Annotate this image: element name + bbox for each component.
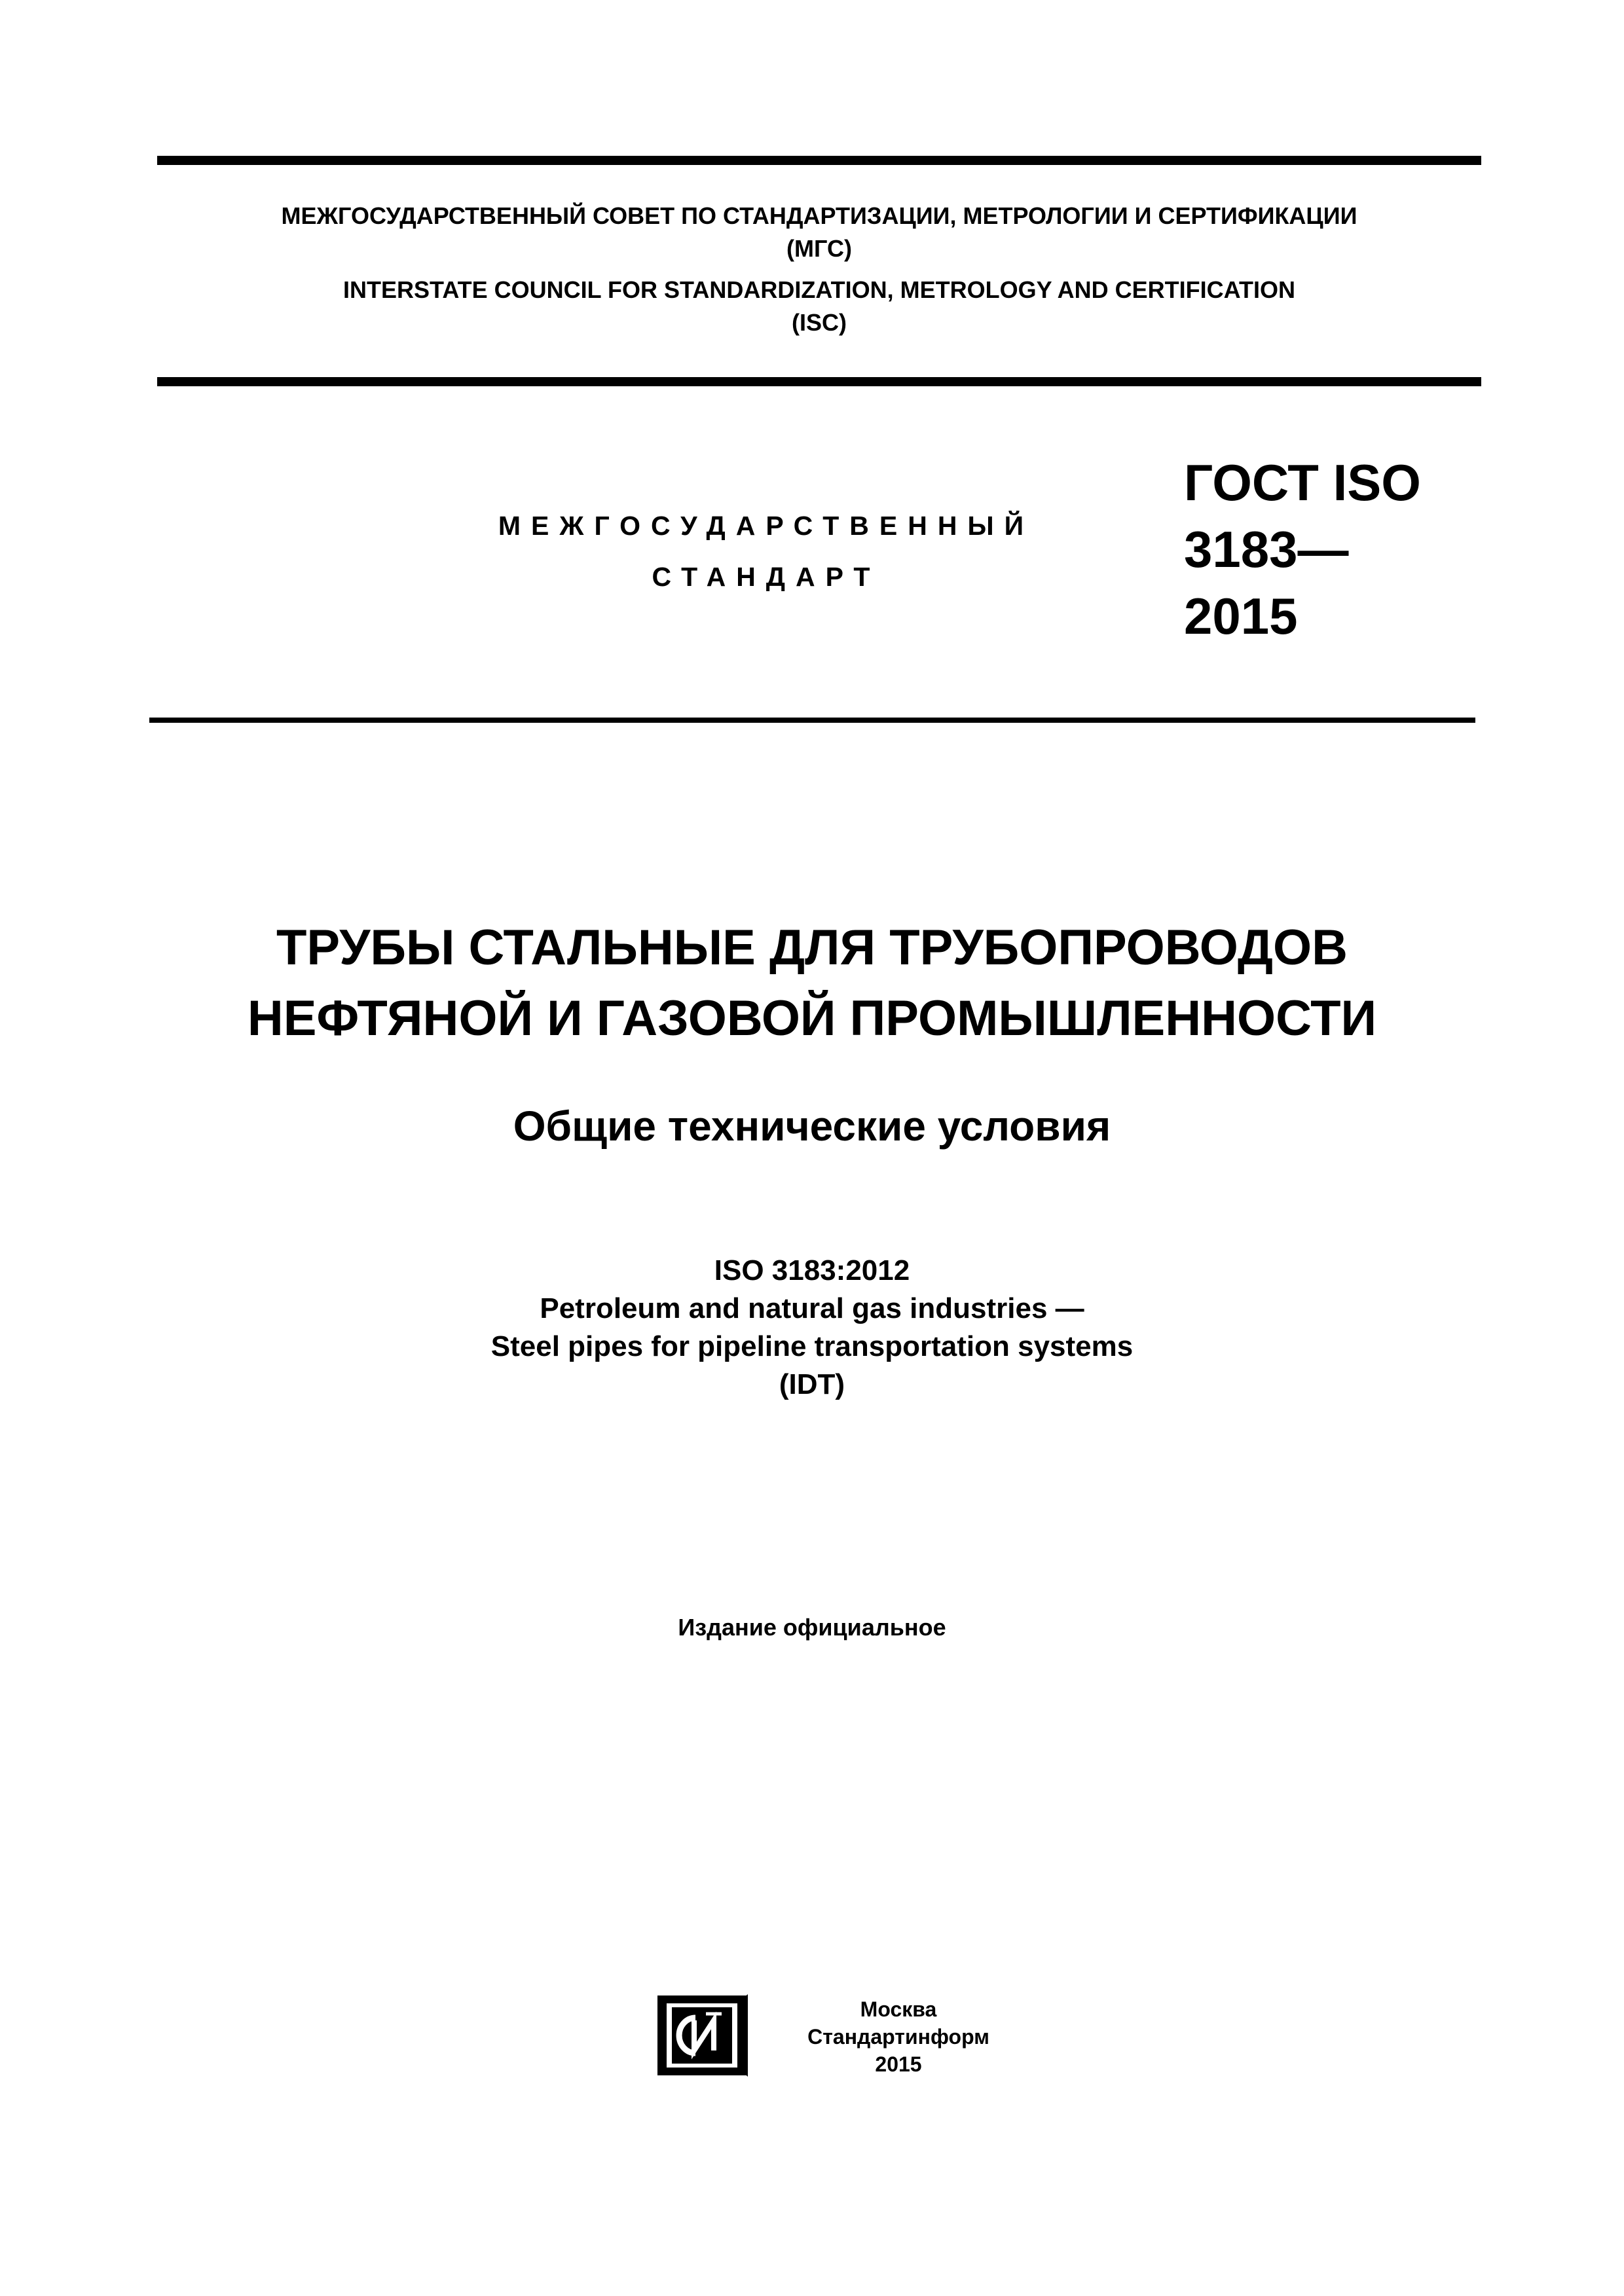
iso-reference-block (196, 1252, 1428, 1404)
publisher-year: 2015 (875, 2052, 922, 2076)
council-name-ru (157, 200, 1481, 265)
publisher-name: Стандартинформ (807, 2025, 989, 2049)
council-abbr-ru: (МГС) (786, 235, 852, 262)
council-name-en-line1: INTERSTATE COUNCIL FOR STANDARDIZATION, METROLOGY AND CERTIFICATION (343, 276, 1295, 303)
council-name-en (157, 274, 1481, 339)
document-title-line2: НЕФТЯНОЙ И ГАЗОВОЙ ПРОМЫШЛЕННОСТИ (247, 991, 1377, 1046)
standard-type (452, 500, 1080, 602)
publisher-city: Москва (860, 1997, 937, 2021)
designation-line2: 3183— (1184, 520, 1349, 578)
standartinform-logo-icon (656, 1994, 748, 2077)
document-title (131, 913, 1493, 1054)
iso-degree: (IDT) (779, 1368, 845, 1400)
council-abbr-en: (ISC) (792, 309, 847, 336)
designation-line1: ГОСТ ISO (1184, 454, 1421, 511)
iso-title-line1: Petroleum and natural gas industries — (540, 1292, 1084, 1324)
header-bottom-rule (157, 377, 1481, 386)
header-top-rule (157, 156, 1481, 165)
edition-note: Издание официальное (678, 1614, 946, 1641)
publisher-imprint (767, 1995, 1029, 2078)
iso-title-line2: Steel pipes for pipeline transportation systems (490, 1330, 1134, 1362)
standard-type-line1: МЕЖГОСУДАРСТВЕННЫЙ (498, 511, 1035, 541)
council-name-ru-line1: МЕЖГОСУДАРСТВЕННЫЙ СОВЕТ ПО СТАНДАРТИЗАЦИИ, МЕТРОЛОГИИ И СЕРТИФИКАЦИИ (281, 202, 1357, 229)
standard-type-line2: СТАНДАРТ (652, 562, 881, 592)
document-title-line1: ТРУБЫ СТАЛЬНЫЕ ДЛЯ ТРУБОПРОВОДОВ (276, 920, 1348, 975)
iso-reference: ISO 3183:2012 (714, 1254, 910, 1286)
standard-designation (1184, 449, 1446, 649)
document-subtitle: Общие технические условия (513, 1102, 1111, 1150)
designation-line3: 2015 (1184, 587, 1298, 645)
designation-rule (149, 718, 1475, 723)
